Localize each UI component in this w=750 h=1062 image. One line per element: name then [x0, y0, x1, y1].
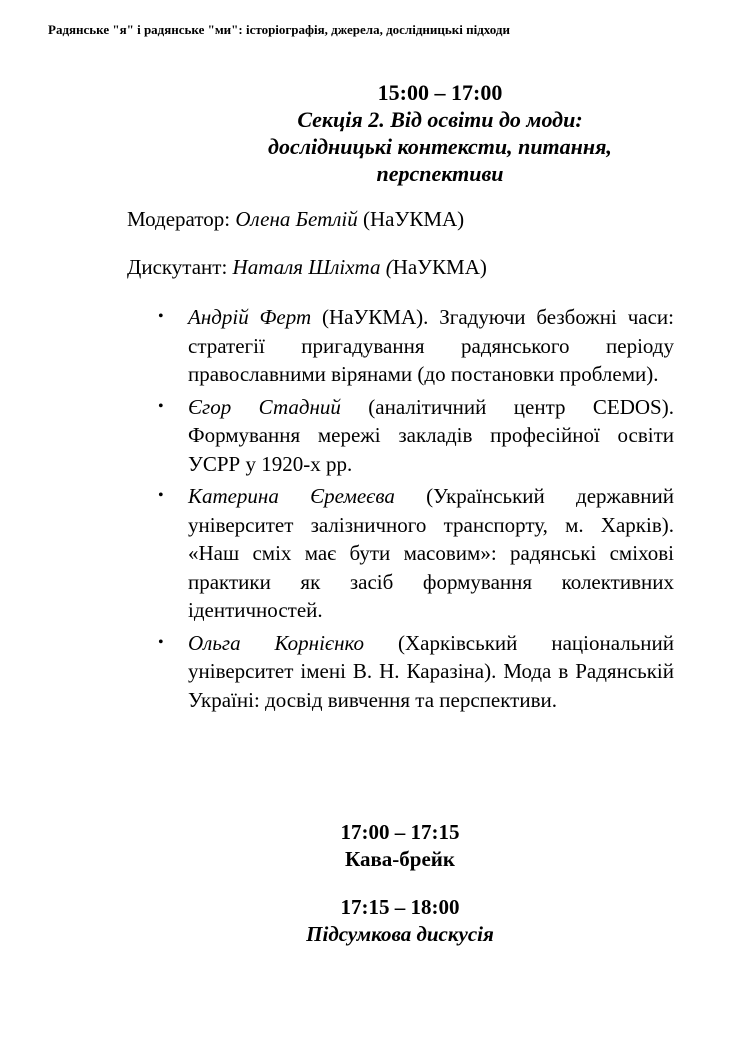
- break-title: Кава-брейк: [345, 847, 455, 871]
- talk-text: (аналітичний центр CEDOS). Формування мережі закладів професійної освіти УСРР у 1920-х рр.: [188, 394, 674, 476]
- list-item: [158, 303, 674, 389]
- final-title: Підсумкова дискусія: [306, 922, 494, 946]
- discussant-affiliation: НаУКМА): [392, 255, 487, 279]
- list-item: [158, 393, 674, 479]
- section-title: [190, 106, 690, 187]
- moderator-line: [127, 207, 464, 232]
- talk-speaker: Ольга Корнієнко: [188, 630, 365, 655]
- bullet-icon: •: [158, 397, 164, 415]
- discussant-name: Наталя Шліхта (: [232, 255, 393, 279]
- moderator-affiliation: (НаУКМА): [357, 207, 465, 231]
- talk-speaker: Єгор Стадний: [188, 394, 341, 419]
- talk-speaker: Катерина Єремеєва: [188, 484, 395, 508]
- list-item: [158, 629, 674, 715]
- list-item: [158, 482, 674, 625]
- bullet-icon: •: [158, 633, 164, 651]
- section-title-line-1: Секція 2. Від освіти до моди:: [297, 107, 583, 132]
- talk-text: (НаУКМА). Згадуючи безбожні часи: стратегії пригадування радянського періоду православними вірянами (до постановки проблеми).: [188, 305, 674, 386]
- bullet-icon: •: [158, 487, 164, 504]
- running-header: Радянське "я" і радянське "ми": історіографія, джерела, дослідницькі підходи: [48, 22, 510, 37]
- bullet-icon: •: [158, 308, 164, 325]
- discussant-label: Дискутант:: [127, 255, 233, 279]
- break-time: 17:00 – 17:15: [340, 820, 460, 844]
- talk-text: (Український державний університет залізничного транспорту, м. Харків). «Наш сміх має бути масовим»: радянські сміхові практики як засіб формування колективних ідентичностей.: [188, 484, 674, 622]
- discussant-line: [127, 255, 487, 280]
- talk-text: (Харківський національний університет імені В. Н. Каразіна). Мода в Радянській Україні: досвід вивчення та перспективи.: [188, 630, 674, 712]
- moderator-label: Модератор:: [127, 207, 236, 231]
- section-time: 15:00 – 17:00: [377, 80, 503, 105]
- section-title-line-3: перспективи: [376, 161, 504, 186]
- final-time: 17:15 – 18:00: [340, 895, 460, 919]
- section-title-line-2: дослідницькі контексти, питання,: [268, 134, 612, 159]
- moderator-name: Олена Бетлій: [235, 207, 358, 231]
- talk-speaker: Андрій Ферт: [188, 305, 312, 329]
- talks-list: [158, 303, 674, 718]
